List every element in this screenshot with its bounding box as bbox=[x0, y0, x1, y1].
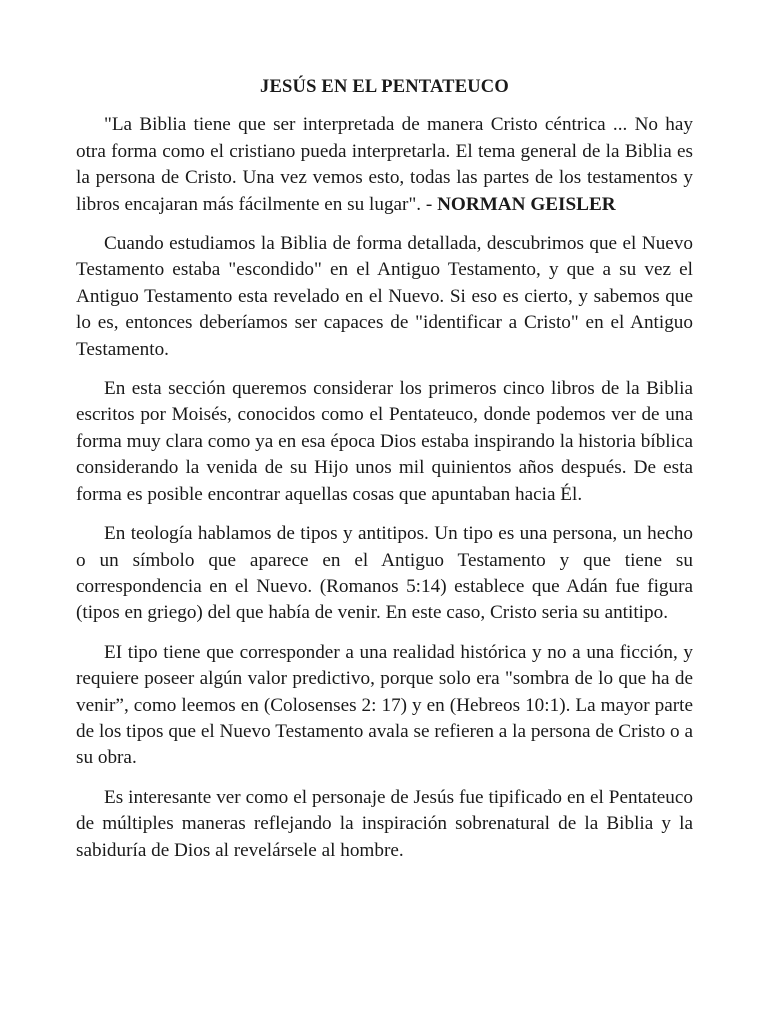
body-paragraph-3: En teología hablamos de tipos y antitipos. Un tipo es una persona, un hecho o un símbolo que aparece en el Antiguo Testamento y que tiene su correspondencia en el Nuevo. (Romanos 5:14) establece que Adán fue figura (tipos en griego) del que había de venir. En este caso, Cristo seria su antitipo. bbox=[76, 523, 693, 624]
body-paragraph-4: EI tipo tiene que corresponder a una realidad histórica y no a una ficción, y requiere poseer algún valor predictivo, porque solo era "sombra de lo que ha de venir”, como leemos en (Colosenses 2: 17) y en (Hebreos 10:1). La mayor parte de los tipos que el Nuevo Testamento avala se refieren a la persona de Cristo o a su obra. bbox=[76, 641, 693, 769]
quote-text: "La Biblia tiene que ser interpretada de manera Cristo céntrica ... No hay otra forma como el cristiano pueda interpretarla. El tema general de la Biblia es la persona de Cristo. Una vez vemos esto, todas las partes de los testamentos y libros encajaran más fácilmente en su lugar". - bbox=[76, 114, 693, 215]
document-page bbox=[76, 74, 693, 877]
body-paragraph-2: En esta sección queremos considerar los primeros cinco libros de la Biblia escritos por Moisés, conocidos como el Pentateuco, donde podemos ver de una forma muy clara como ya en esa época Dios estaba inspirando la historia bíblica considerando la venida de su Hijo unos mil quinientos años después. De esta forma es posible encontrar aquellas cosas que apuntaban hacia Él. bbox=[76, 378, 693, 505]
quote-paragraph bbox=[76, 112, 693, 218]
document-title: JESÚS EN EL PENTATEUCO bbox=[260, 77, 509, 97]
body-paragraph-5: Es interesante ver como el personaje de Jesús fue tipificado en el Pentateuco de múltiples maneras reflejando la inspiración sobrenatural de la Biblia y la sabiduría de Dios al revelársele al hombre. bbox=[76, 786, 693, 861]
body-paragraph-1: Cuando estudiamos la Biblia de forma detallada, descubrimos que el Nuevo Testamento estaba "escondido" en el Antiguo Testamento, y que a su vez el Antiguo Testamento esta revelado en el Nuevo. Si eso es cierto, y sabemos que lo es, entonces deberíamos ser capaces de "identificar a Cristo" en el Antiguo Testamento. bbox=[76, 233, 693, 360]
quote-author: NORMAN GEISLER bbox=[437, 193, 616, 215]
